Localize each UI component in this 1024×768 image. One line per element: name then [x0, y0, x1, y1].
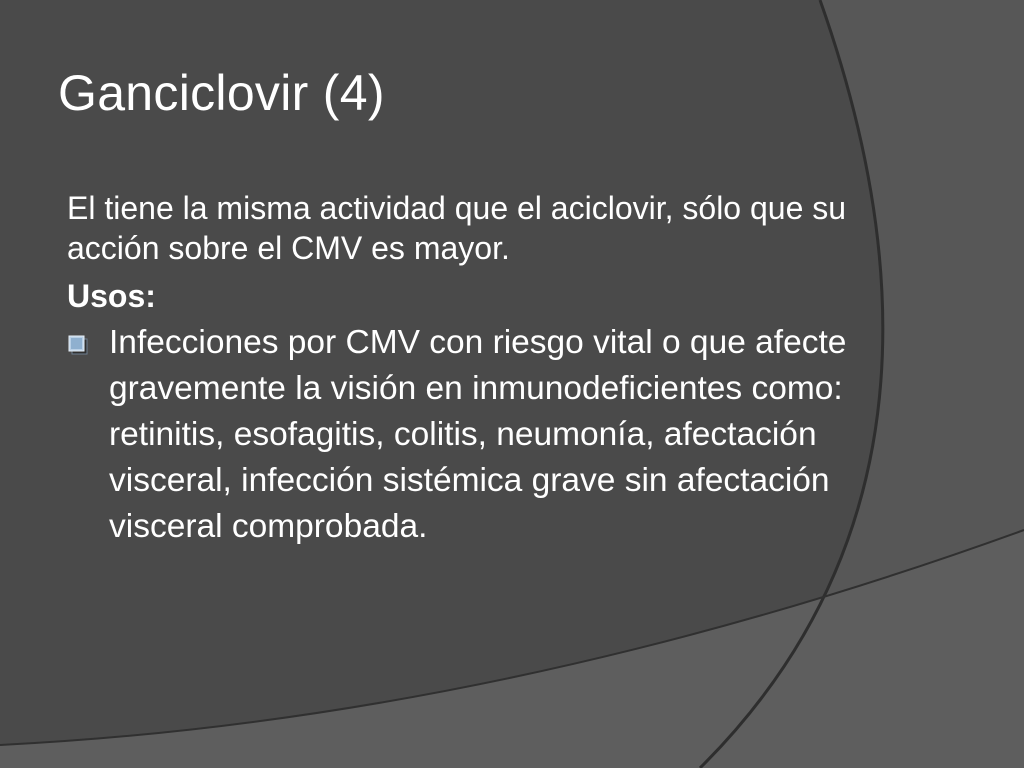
intro-paragraph: El tiene la misma actividad que el aciclovir, sólo que su acción sobre el CMV es mayor. [67, 190, 847, 266]
square-bullet-icon [67, 334, 89, 356]
uses-heading: Usos: [67, 278, 156, 314]
slide-title: Ganciclovir (4) [58, 65, 385, 121]
slide-body [67, 188, 887, 550]
list-item [67, 320, 887, 550]
bullet-text: Infecciones por CMV con riesgo vital o que afecte gravemente la visión en inmunodeficientes como: retinitis, esofagitis, colitis, neumonía, afectación visceral, infección sistémica grave sin afectación visceral comprobada. [109, 324, 847, 545]
